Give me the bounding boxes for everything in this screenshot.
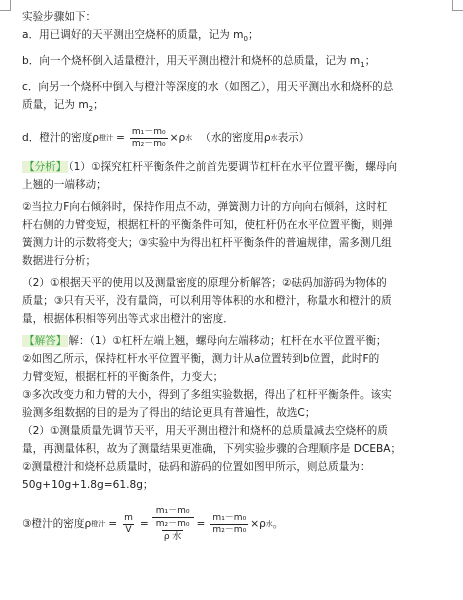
analysis-line-6: 数据进行分析； [22, 255, 97, 267]
analysis-line-4: 杆右侧的力臂变短，根据杠杆的平衡条件可知，使杠杆仍在水平位置平衡，则弹 [22, 219, 393, 231]
analysis-line-1: 【分析】 （1）①探究杠杆平衡条件之前首先要调节杠杆在水平位置平衡，螺母向 [24, 161, 398, 173]
step-b: b．向一个烧杯倒入适量橙汁，用天平测出橙汁和烧杯的总质量，记为 $m_1$； [22, 55, 376, 69]
solution-line-1: 【解答】 解：（1）①杠杆左端上翘，螺母向左端移动；杠杆在水平位置平衡； [24, 335, 387, 347]
step-c-line1: c．向另一个烧杯中倒入与橙汁等深度的水（如图乙），用天平测出水和烧杯的总 [22, 81, 394, 93]
result-fraction: $\frac{\text{m₁－m₀}}{\text{m₂－m₀}}$ [212, 512, 247, 535]
analysis-tag: 【分析】 [24, 161, 67, 173]
solution-line-8: ②测量橙汁和烧杯总质量时，砝码和游码的位置如图甲所示，则总质量为： [22, 461, 371, 473]
page-corner-mark-left [0, 0, 11, 11]
compound-fraction: m₁－m₀ m₂－m₀ ρ 水 [152, 505, 194, 543]
solution-line-9: 50g+10g+1.8g=61.8g； [22, 479, 154, 491]
step-a: a．用已调好的天平测出空烧杯的质量，记为 $m_0$； [22, 29, 259, 43]
solution-tag: 【解答】 [24, 335, 67, 347]
document-page [22, 8, 452, 550]
step-c-line2: 质量，记为 $m_2$； [22, 99, 104, 113]
solution-line-5: 验测多组数据的目的是为了得出的结论更具有普遍性，故选C； [22, 407, 316, 419]
solution-line-2: ②如图乙所示，保持杠杆水平位置平衡，测力计从a位置转到b位置，此时F的 [22, 353, 380, 365]
final-density-formula: ③橙汁的密度ρ 橙汁 = $\frac{m}{V}$ = m₁－m₀ m₂－m₀ ρ 水 = $\frac{\text{m₁－m₀}}{\text{m₂－m₀}}$ ×ρ 水 。 [22, 506, 284, 542]
step-d-formula: d．橙汁的密度ρ 橙汁 = $\frac{\text{m₁－m₀}}{\text{m₂－m₀}}$ ×ρ 水 （水的密度用ρ 水 表示） [22, 126, 310, 149]
analysis-line-3: ②当拉力F向右倾斜时，保持作用点不动，弹簧测力计的方向向右倾斜，这时杠 [22, 201, 388, 213]
mass-over-volume-fraction: $\frac{m}{V}$ [124, 512, 133, 535]
solution-line-3: 力臂变短，根据杠杆的平衡条件，力变大； [22, 371, 224, 383]
page-corner-mark-right [452, 0, 463, 11]
solution-line-6: （2）①测量质量先调节天平，用天平测出橙汁和烧杯的总质量减去空烧杯的质 [22, 425, 388, 437]
volume-fraction: m₂－m₀ ρ 水 [155, 519, 190, 542]
analysis-line-8: 质量；③只有天平，没有量筒，可以利用等体积的水和橙汁，称量水和橙汁的质 [22, 295, 392, 307]
analysis-line-7: （2）①根据天平的使用以及测量密度的原理分析解答；②砝码加游码为物体的 [22, 277, 387, 289]
analysis-line-9: 量，根据体积相等列出等式求出橙汁的密度． [22, 313, 234, 325]
analysis-line-2: 上翘的一端移动； [22, 179, 107, 191]
density-fraction: $\frac{\text{m₁－m₀}}{\text{m₂－m₀}}$ [131, 126, 166, 149]
solution-line-4: ③多次改变力和力臂的大小，得到了多组实验数据，得出了杠杆平衡条件。该实 [22, 389, 392, 401]
solution-line-7: 量，再测量体积，故为了测量结果更准确，下列实验步骤的合理顺序是 DCEBA； [22, 443, 402, 455]
analysis-line-5: 簧测力计的示数将变大；③实验中为得出杠杆平衡条件的普遍规律，需多测几组 [22, 237, 392, 249]
intro-text: 实验步骤如下： [22, 11, 97, 23]
